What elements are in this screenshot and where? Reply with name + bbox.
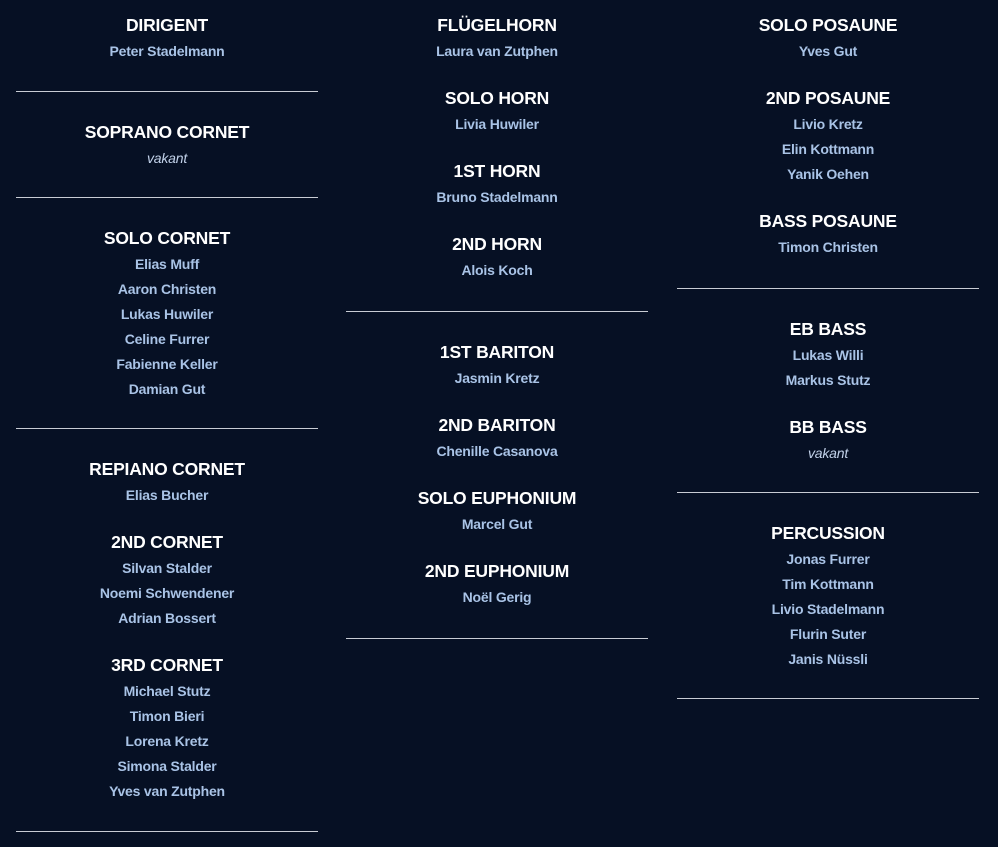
member-list	[346, 185, 648, 210]
section-heading: BASS POSAUNE	[759, 211, 897, 231]
member-list	[346, 439, 648, 464]
section-2nd-horn	[346, 232, 648, 283]
vacant-label: vakant	[146, 150, 188, 166]
roster-block	[16, 92, 318, 198]
roster-block-content	[16, 429, 318, 804]
section-heading: SOLO CORNET	[103, 228, 231, 248]
roster-block	[346, 312, 648, 639]
member-name: Noël Gerig	[462, 589, 532, 605]
section-heading: SOLO POSAUNE	[758, 15, 898, 35]
member-list	[346, 585, 648, 610]
member-name: Lorena Kretz	[125, 733, 209, 749]
section-solo-cornet	[16, 226, 318, 402]
section-heading: 1ST BARITON	[439, 342, 555, 362]
member-name: Timon Bieri	[129, 708, 205, 724]
member-name: Bruno Stadelmann	[436, 189, 558, 205]
section-2nd-euphonium	[346, 559, 648, 610]
member-name: Peter Stadelmann	[109, 43, 225, 59]
section-repiano-cornet	[16, 457, 318, 508]
section-2nd-bariton	[346, 413, 648, 464]
member-list	[677, 235, 979, 260]
member-name: Fabienne Keller	[116, 356, 218, 372]
member-name: Simona Stalder	[117, 758, 217, 774]
member-name: Lukas Huwiler	[120, 306, 214, 322]
member-name: Flurin Suter	[789, 626, 867, 642]
section-bass-posaune	[677, 209, 979, 260]
member-name: Livia Huwiler	[455, 116, 539, 132]
member-list	[16, 252, 318, 402]
section-heading: EB BASS	[789, 319, 867, 339]
member-list	[16, 556, 318, 631]
member-name: Yves van Zutphen	[109, 783, 225, 799]
roster-column-1	[16, 0, 318, 832]
section-heading: PERCUSSION	[771, 523, 885, 543]
roster-block-content	[346, 0, 648, 283]
member-list	[346, 112, 648, 137]
section-heading: 2ND CORNET	[111, 532, 223, 552]
member-name: Aaron Christen	[117, 281, 217, 297]
member-name: Janis Nüssli	[788, 651, 868, 667]
section-heading: 2ND POSAUNE	[765, 88, 891, 108]
section-heading: SOLO EUPHONIUM	[417, 488, 577, 508]
section-3rd-cornet	[16, 653, 318, 804]
roster-block	[677, 493, 979, 699]
section-1st-bariton	[346, 340, 648, 391]
member-name: Damian Gut	[128, 381, 206, 397]
section-1st-horn	[346, 159, 648, 210]
section-heading: 2ND EUPHONIUM	[424, 561, 570, 581]
roster-column-3	[677, 0, 979, 699]
member-list	[16, 483, 318, 508]
section-heading: BB BASS	[789, 417, 867, 437]
member-name: Lukas Willi	[792, 347, 864, 363]
section-soprano-cornet	[16, 120, 318, 171]
roster-block	[16, 198, 318, 429]
member-list	[677, 39, 979, 64]
section-solo-euphonium	[346, 486, 648, 537]
member-name: Livio Kretz	[793, 116, 863, 132]
member-list	[346, 39, 648, 64]
roster-block	[677, 0, 979, 289]
roster-block-content	[16, 92, 318, 171]
section-2nd-posaune	[677, 86, 979, 187]
section-solo-horn	[346, 86, 648, 137]
section-heading: 3RD CORNET	[111, 655, 223, 675]
section-heading: FLÜGELHORN	[437, 15, 557, 35]
member-name: Elias Bucher	[125, 487, 209, 503]
member-name: Yanik Oehen	[787, 166, 869, 182]
roster-block-content	[677, 0, 979, 260]
section-heading: 2ND HORN	[452, 234, 542, 254]
roster-block-content	[677, 289, 979, 466]
roster-block	[677, 289, 979, 493]
member-list	[16, 679, 318, 804]
member-list	[346, 258, 648, 283]
member-name: Livio Stadelmann	[771, 601, 885, 617]
member-name: Marcel Gut	[461, 516, 533, 532]
roster-block-content	[346, 312, 648, 610]
section-dirigent	[16, 13, 318, 64]
vacant-label: vakant	[807, 445, 849, 461]
member-name: Markus Stutz	[785, 372, 871, 388]
member-name: Jonas Furrer	[786, 551, 870, 567]
member-name: Alois Koch	[461, 262, 533, 278]
section-eb-bass	[677, 317, 979, 393]
roster-block	[16, 0, 318, 92]
section-heading: 1ST HORN	[453, 161, 541, 181]
member-name: Adrian Bossert	[118, 610, 216, 626]
member-name: Silvan Stalder	[122, 560, 212, 576]
member-name: Jasmin Kretz	[454, 370, 540, 386]
member-name: Tim Kottmann	[782, 576, 874, 592]
member-name: Chenille Casanova	[436, 443, 558, 459]
member-name: Celine Furrer	[124, 331, 210, 347]
roster-block	[16, 429, 318, 832]
section-solo-posaune	[677, 13, 979, 64]
section-2nd-cornet	[16, 530, 318, 631]
member-name: Timon Christen	[778, 239, 878, 255]
member-list	[346, 512, 648, 537]
member-name: Elin Kottmann	[781, 141, 875, 157]
roster-block-content	[16, 198, 318, 402]
member-list	[677, 343, 979, 393]
roster-block-content	[16, 0, 318, 64]
roster-block	[346, 0, 648, 312]
section-heading: SOPRANO CORNET	[84, 122, 250, 142]
member-name: Yves Gut	[798, 43, 858, 59]
member-list	[16, 146, 318, 171]
member-name: Noemi Schwendener	[99, 585, 235, 601]
section-heading: 2ND BARITON	[438, 415, 556, 435]
member-name: Elias Muff	[134, 256, 200, 272]
section-heading: REPIANO CORNET	[89, 459, 245, 479]
member-list	[677, 112, 979, 187]
member-name: Michael Stutz	[123, 683, 211, 699]
member-list	[16, 39, 318, 64]
member-list	[677, 441, 979, 466]
member-name: Laura van Zutphen	[436, 43, 558, 59]
member-list	[346, 366, 648, 391]
member-list	[677, 547, 979, 672]
roster-block-content	[677, 493, 979, 672]
section-percussion	[677, 521, 979, 672]
section-heading: SOLO HORN	[444, 88, 550, 108]
section-heading: DIRIGENT	[125, 15, 208, 35]
roster-column-2	[346, 0, 648, 639]
section-bb-bass	[677, 415, 979, 466]
section-flugelhorn	[346, 13, 648, 64]
